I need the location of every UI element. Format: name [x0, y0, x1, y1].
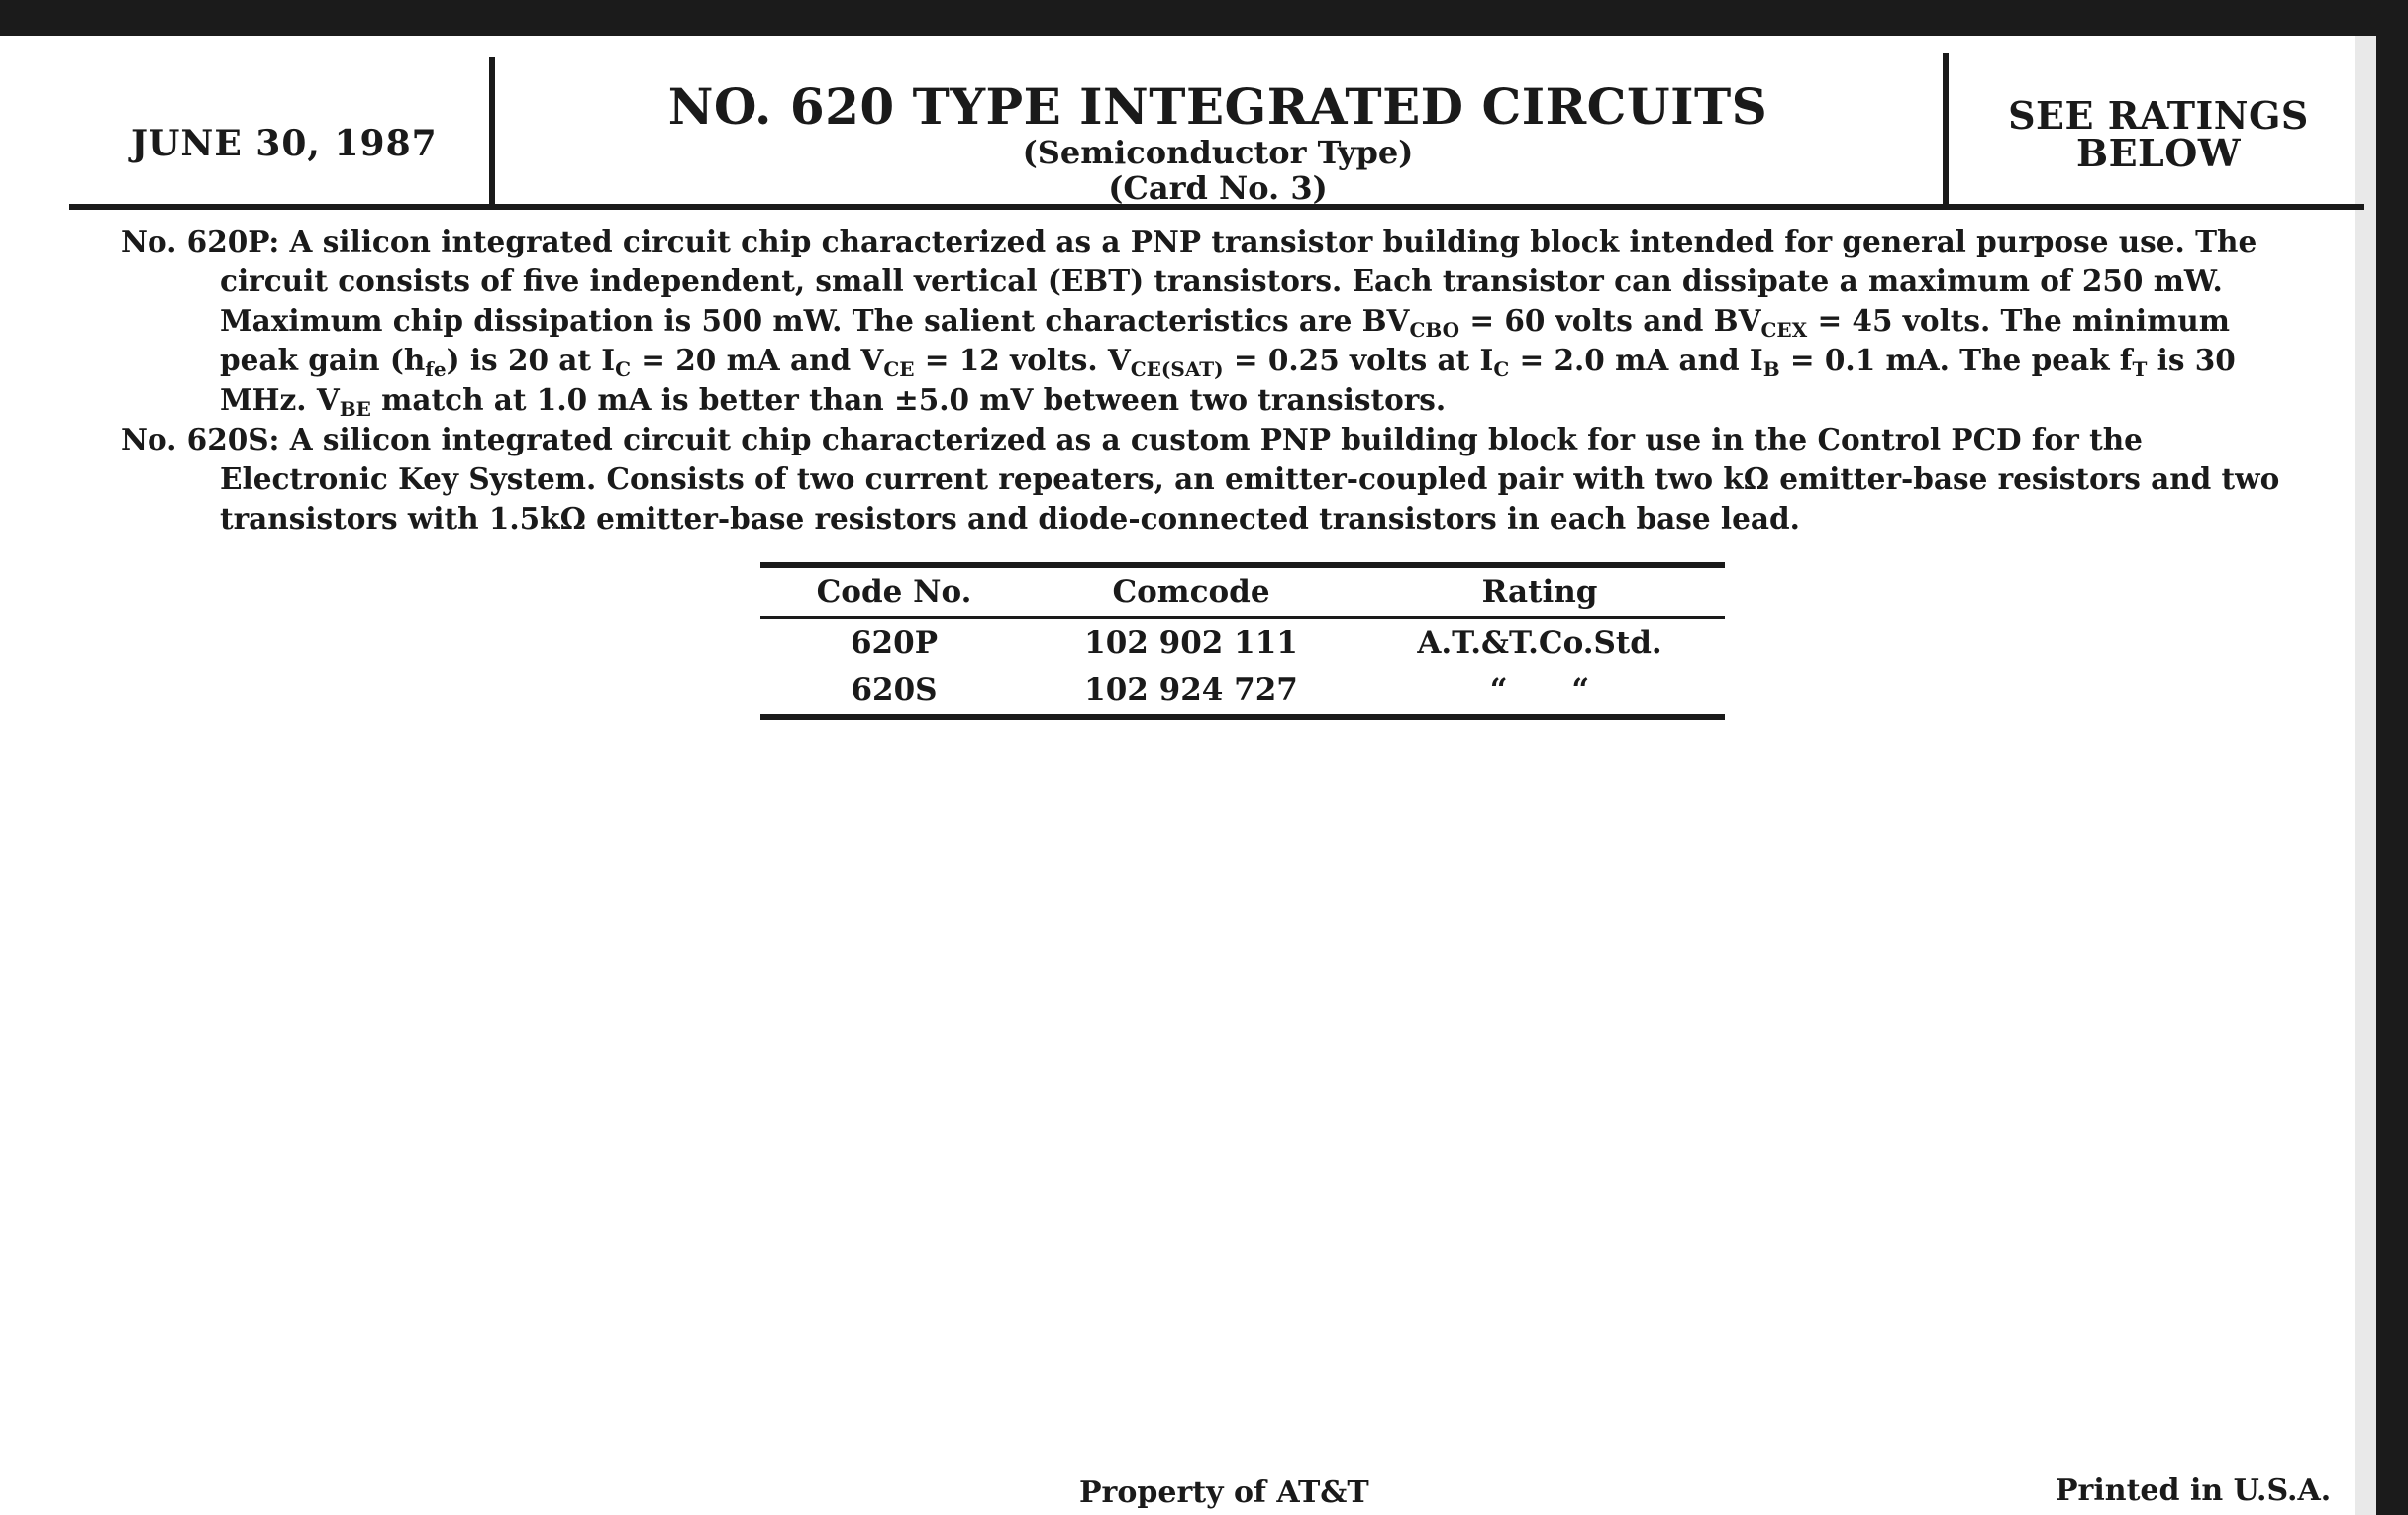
footer-property: Property of AT&T — [1079, 1475, 1369, 1510]
description-620p — [121, 222, 2315, 420]
table-row — [760, 619, 1725, 666]
description-text: match at 1.0 mA is better than ±5.0 mV between two transistors. — [370, 382, 1447, 417]
header-divider-right — [1943, 53, 1949, 208]
ratings-note-line1: SEE RATINGS — [2008, 93, 2309, 138]
subscript: BE — [339, 397, 371, 421]
ratings-note-line2: BELOW — [2075, 131, 2242, 175]
description-text: = 0.1 mA. The peak f — [1779, 343, 2133, 377]
column-header-code: Code No. — [816, 574, 972, 610]
column-header-comcode: Comcode — [1112, 574, 1270, 610]
footer-printed: Printed in U.S.A. — [2056, 1473, 2332, 1508]
description-text: = 12 volts. V — [914, 343, 1131, 377]
description-text: = 45 volts. The minimum peak gain (h — [220, 303, 2230, 377]
subscript: CE(SAT) — [1130, 357, 1224, 381]
description-text: A silicon integrated circuit chip characterized as a PNP transistor building block intended for general purpose use. The circuit consists of five independent, small vertical (EBT) transistors. Each transistor can dissipate a maximum of 250 mW. Maximum chip dissipation is 500 mW. The salient characteristics are BV — [220, 224, 2258, 338]
subscript: B — [1762, 357, 1780, 381]
title-block — [515, 79, 1921, 206]
description-text: = 0.25 volts at I — [1223, 343, 1494, 377]
description-body — [121, 222, 2315, 539]
table-cell-comcode: 102 902 111 — [1084, 625, 1298, 660]
description-text: A silicon integrated circuit chip characterized as a custom PNP building block for use in the Control PCD for the Electronic Key System. Consists of two current repeaters, an emitter-coupled pair with two kΩ emitter-base resistors and two transistors with 1.5kΩ emitter-base resistors and diode-connected transistors in each base lead. — [220, 422, 2280, 536]
card-number: (Card No. 3) — [1108, 169, 1328, 207]
table-cell-rating: “ “ — [1489, 672, 1590, 708]
description-text: = 20 mA and V — [631, 343, 884, 377]
scan-border-right — [2376, 0, 2408, 1515]
table-rule-bottom — [760, 714, 1725, 720]
document-card — [0, 36, 2355, 1515]
issue-date: JUNE 30, 1987 — [131, 123, 438, 164]
table-cell-rating: A.T.&T.Co.Std. — [1417, 625, 1662, 660]
scan-border-top — [0, 0, 2408, 36]
table-cell-code: 620S — [851, 672, 938, 708]
description-label: No. 620S: — [121, 422, 280, 456]
description-text: = 60 volts and BV — [1459, 303, 1761, 338]
table-cell-comcode: 102 924 727 — [1084, 672, 1298, 708]
subscript: C — [1493, 357, 1510, 381]
description-text: ) is 20 at I — [446, 343, 616, 377]
ratings-note — [1970, 93, 2347, 175]
description-text: is 30 MHz. V — [220, 343, 2236, 417]
table-header-row — [760, 568, 1725, 616]
description-text: = 2.0 mA and I — [1509, 343, 1763, 377]
subscript: fe — [425, 357, 447, 381]
subscript: T — [2132, 357, 2148, 381]
column-header-rating: Rating — [1481, 574, 1598, 610]
subscript: CEX — [1760, 318, 1808, 342]
scan-border-shadow — [2355, 36, 2376, 1515]
code-table — [760, 562, 1725, 720]
page-title: NO. 620 TYPE INTEGRATED CIRCUITS — [667, 77, 1768, 136]
subscript: CE — [883, 357, 915, 381]
page-subtitle: (Semiconductor Type) — [1022, 134, 1414, 171]
description-label: No. 620P: — [121, 224, 280, 258]
table-cell-code: 620P — [850, 625, 939, 660]
table-row — [760, 666, 1725, 714]
description-620s — [121, 420, 2315, 539]
subscript: C — [615, 357, 631, 381]
header-divider-left — [489, 57, 495, 208]
subscript: CBO — [1409, 318, 1460, 342]
